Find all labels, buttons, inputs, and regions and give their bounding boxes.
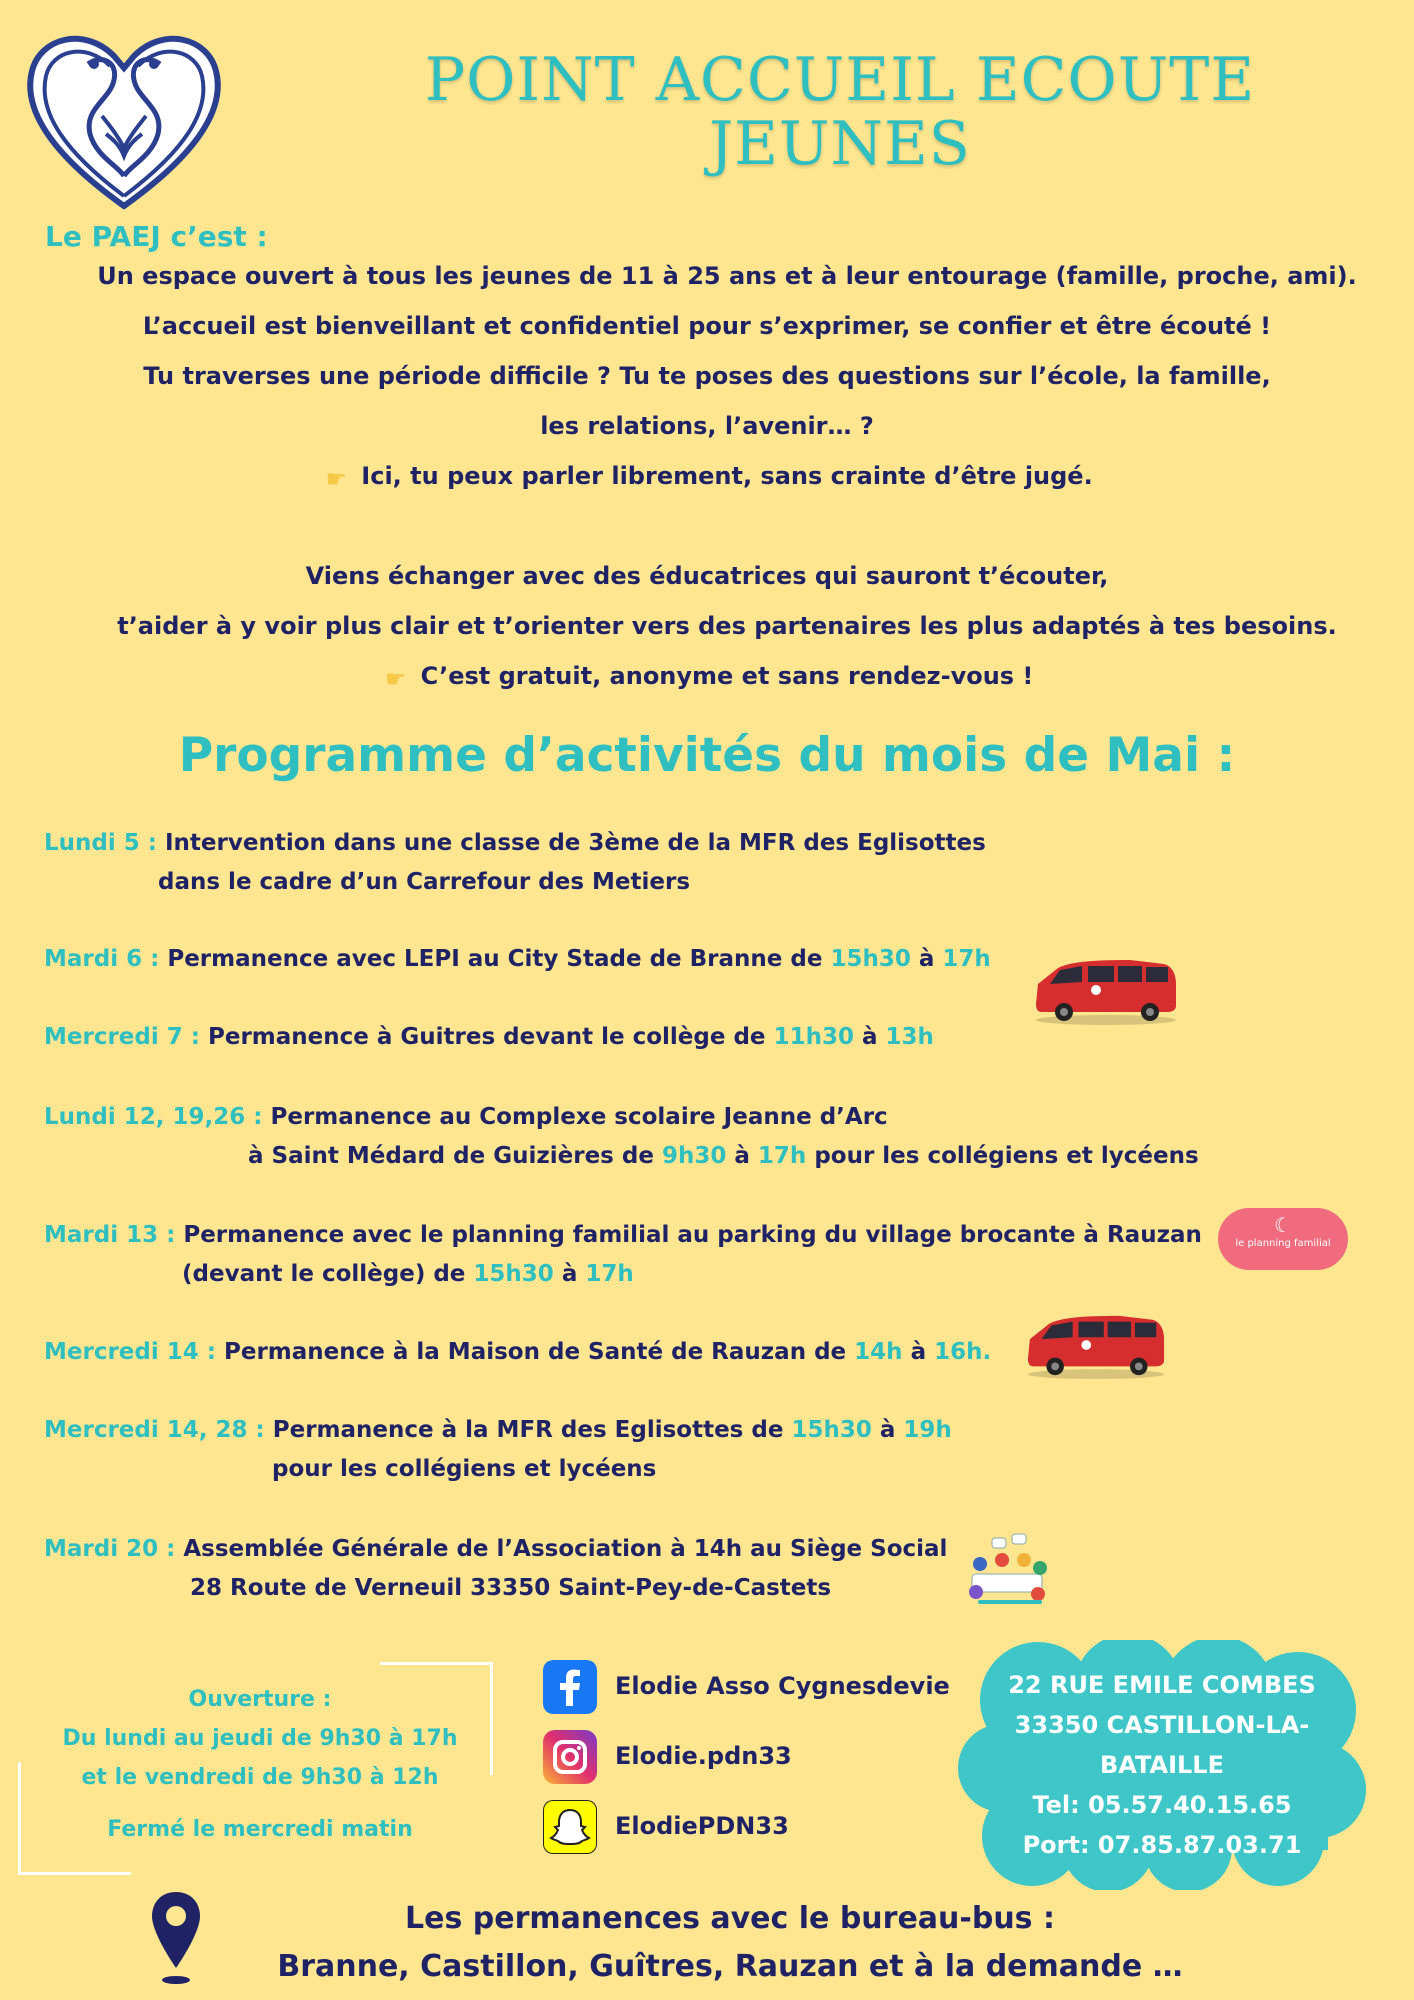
bus-line-2: Branne, Castillon, Guîtres, Rauzan et à la demande … [277, 1949, 1183, 1984]
time-sep: à [561, 1261, 578, 1287]
activity-text: Assemblée Générale de l’Association à 14h au Siège Social [183, 1536, 948, 1562]
address-block [958, 1665, 1366, 1865]
intro-label: Le PAEJ c’est : [45, 220, 268, 253]
activity-label: Mardi 6 : [44, 946, 160, 972]
time-end: 17h [585, 1261, 634, 1287]
activity-text: Permanence avec le planning familial au parking du village brocante à Rauzan [183, 1222, 1202, 1248]
swan-heart-logo [14, 16, 234, 216]
snapchat-handle: ElodiePDN33 [615, 1812, 789, 1840]
address-city: 33350 CASTILLON-LA-BATAILLE [1014, 1711, 1310, 1779]
red-van-illustration [1022, 1310, 1170, 1380]
time-start: 14h [854, 1339, 903, 1365]
opening-line-2: et le vendredi de 9h30 à 12h [81, 1765, 439, 1790]
intro-line-8-text: C’est gratuit, anonyme et sans rendez-vous ! [420, 662, 1034, 690]
opening-line-3: Fermé le mercredi matin [107, 1817, 413, 1842]
intro-line-7: t’aider à y voir plus clair et t’orienter vers des partenaires les plus adaptés à tes besoins. [117, 612, 1337, 640]
time-start: 11h30 [773, 1024, 854, 1050]
activity-item [44, 1018, 934, 1057]
facebook-icon [543, 1660, 597, 1714]
activity-continuation [44, 1255, 1202, 1294]
time-end: 17h [942, 946, 991, 972]
planning-familial-name: le planning familial [1235, 1238, 1331, 1249]
activity-item [44, 1411, 952, 1489]
activity-text: Permanence à la MFR des Eglisottes de [272, 1417, 784, 1443]
activity-label: Lundi 5 : [44, 830, 157, 856]
opening-line-1: Du lundi au jeudi de 9h30 à 17h [62, 1726, 458, 1751]
meeting-illustration [962, 1530, 1052, 1610]
time-end: 13h [885, 1024, 934, 1050]
title-line-2: JEUNES [709, 109, 971, 179]
activity-item [44, 1098, 1199, 1176]
activity-label: Lundi 12, 19,26 : [44, 1104, 263, 1130]
activity-text: Permanence au Complexe scolaire Jeanne d’Arc [270, 1104, 888, 1130]
intro-line-5-text: Ici, tu peux parler librement, sans crainte d’être jugé. [361, 462, 1093, 490]
activity-continuation: 28 Route de Verneuil 33350 Saint-Pey-de-Castets [190, 1575, 832, 1601]
red-van-illustration [1030, 954, 1182, 1026]
activity-label: Mardi 20 : [44, 1536, 176, 1562]
time-sep: à [910, 1339, 927, 1365]
activity-continuation-text: (devant le collège) de [182, 1261, 466, 1287]
time-end: 19h [903, 1417, 952, 1443]
activity-item [44, 1216, 1202, 1294]
activity-text: Permanence à la Maison de Santé de Rauzan de [224, 1339, 847, 1365]
address-street: 22 RUE EMILE COMBES [1008, 1671, 1316, 1699]
opening-title: Ouverture : [188, 1687, 332, 1712]
activity-label: Mercredi 14 : [44, 1339, 216, 1365]
intro-line-6: Viens échanger avec des éducatrices qui sauront t’écouter, [305, 562, 1109, 590]
time-start: 9h30 [661, 1143, 727, 1169]
time-sep: à [861, 1024, 878, 1050]
bus-line-1: Les permanences avec le bureau-bus : [405, 1901, 1055, 1936]
location-pin-icon [148, 1888, 204, 1988]
activity-item [44, 1530, 947, 1608]
pointing-hand-icon: ☛ [325, 465, 348, 493]
mobile-number[interactable]: Port: 07.85.87.03.71 [1022, 1831, 1302, 1859]
intro-line-8 [0, 662, 1414, 693]
activity-continuation-text: à Saint Médard de Guizières de [248, 1143, 654, 1169]
activity-label: Mardi 13 : [44, 1222, 176, 1248]
activity-text: Intervention dans une classe de 3ème de la MFR des Eglisottes [164, 830, 986, 856]
activity-item [44, 940, 991, 979]
intro-line-1: Un espace ouvert à tous les jeunes de 11 à 25 ans et à leur entourage (famille, proche, ami). [97, 262, 1357, 290]
time-start: 15h30 [473, 1261, 554, 1287]
time-start: 15h30 [791, 1417, 872, 1443]
activity-item [44, 824, 986, 902]
time-sep: à [918, 946, 935, 972]
instagram-icon [543, 1730, 597, 1784]
planning-familial-logo [1218, 1208, 1348, 1270]
instagram-handle: Elodie.pdn33 [615, 1742, 792, 1770]
time-sep: à [734, 1143, 750, 1169]
time-end: 17h [757, 1143, 807, 1169]
activity-continuation [44, 1137, 1199, 1176]
activity-item [44, 1333, 991, 1372]
title-line-1: POINT ACCUEIL ECOUTE [424, 45, 1256, 115]
activity-continuation: pour les collégiens et lycéens [272, 1456, 657, 1482]
pointing-hand-icon: ☛ [384, 665, 407, 693]
time-sep: à [879, 1417, 896, 1443]
intro-line-2: L’accueil est bienveillant et confidentiel pour s’exprimer, se confier et être écouté ! [142, 312, 1272, 340]
time-start: 15h30 [830, 946, 911, 972]
phone-number[interactable]: Tel: 05.57.40.15.65 [1032, 1791, 1292, 1819]
page-title [330, 45, 1350, 179]
facebook-handle: Elodie Asso Cygnesdevie [615, 1672, 950, 1700]
program-title: Programme d’activités du mois de Mai : [178, 728, 1236, 783]
intro-line-5 [0, 462, 1414, 493]
activity-text: Permanence à Guitres devant le collège de [207, 1024, 766, 1050]
time-end: 16h. [934, 1339, 992, 1365]
intro-line-3: Tu traverses une période difficile ? Tu te poses des questions sur l’école, la famille, [143, 362, 1271, 390]
activity-label: Mercredi 14, 28 : [44, 1417, 265, 1443]
bus-permanences [230, 1895, 1230, 1991]
activity-label: Mercredi 7 : [44, 1024, 200, 1050]
intro-line-4: les relations, l’avenir… ? [540, 412, 874, 440]
activity-text: Permanence avec LEPI au City Stade de Branne de [167, 946, 823, 972]
activity-continuation: dans le cadre d’un Carrefour des Metiers [158, 869, 691, 895]
opening-hours [40, 1680, 480, 1849]
snapchat-icon [543, 1800, 597, 1854]
activity-continuation-audience: pour les collégiens et lycéens [814, 1143, 1199, 1169]
crescent-icon: ☾ [1274, 1213, 1292, 1237]
